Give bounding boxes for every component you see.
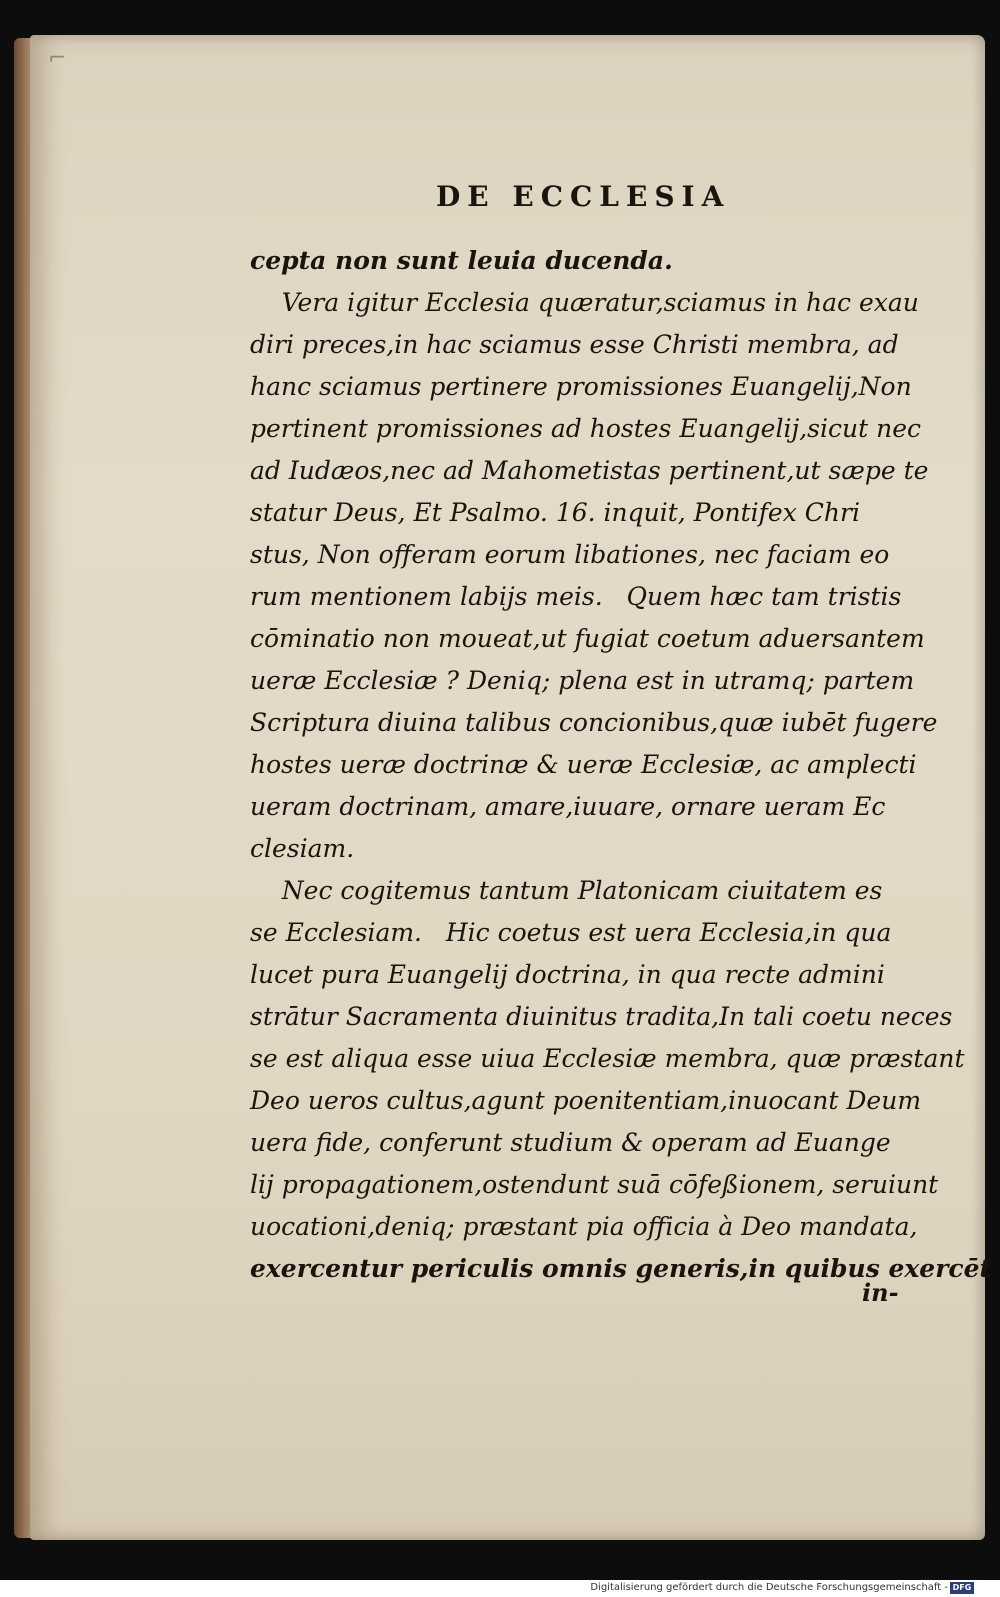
text-line: se Ecclesiam. Hic coetus est uera Ecclesia,in qua	[250, 918, 892, 947]
text-line: cōminatio non moueat,ut fugiat coetum aduersantem	[250, 624, 925, 653]
text-line: lij propagationem,ostendunt suā cōfeßionem, seruiunt	[250, 1170, 939, 1199]
dfg-logo: DFG	[950, 1582, 974, 1594]
text-line: uocationi,deniq; præstant pia officia à Deo mandata,	[250, 1212, 918, 1241]
catchword: in-	[862, 1278, 899, 1307]
body-text	[250, 240, 992, 1290]
text-line: Deo ueros cultus,agunt poenitentiam,inuocant Deum	[250, 1086, 922, 1115]
text-line: hostes ueræ doctrinæ & ueræ Ecclesiæ, ac amplecti	[250, 750, 917, 779]
text-line: cepta non sunt leuia ducenda.	[250, 246, 673, 275]
text-line: Vera igitur Ecclesia quæratur,sciamus in hac exau	[250, 288, 919, 317]
text-line: exercentur periculis omnis generis,in quibus exercēt	[250, 1254, 992, 1283]
page-corner-mark: ⌐	[48, 46, 67, 71]
text-line: stus, Non offeram eorum libationes, nec faciam eo	[250, 540, 890, 569]
text-line: Nec cogitemus tantum Platonicam ciuitatem es	[250, 876, 883, 905]
text-line: Scriptura diuina talibus concionibus,quæ iubēt fugere	[250, 708, 938, 737]
running-head: DE ECCLESIA	[436, 180, 731, 213]
text-line: clesiam.	[250, 834, 355, 863]
text-line: hanc sciamus pertinere promissiones Euangelij,Non	[250, 372, 912, 401]
text-line: rum mentionem labijs meis. Quem hæc tam tristis	[250, 582, 902, 611]
text-line: statur Deus, Et Psalmo. 16. inquit, Pontifex Chri	[250, 498, 860, 527]
text-line: diri preces,in hac sciamus esse Christi membra, ad	[250, 330, 899, 359]
text-line: ueram doctrinam, amare,iuuare, ornare ueram Ec	[250, 792, 886, 821]
funding-credit: Digitalisierung gefördert durch die Deutsche Forschungsgemeinschaft -	[590, 1582, 948, 1593]
text-line: ad Iudæos,nec ad Mahometistas pertinent,ut sæpe te	[250, 456, 929, 485]
text-line: se est aliqua esse uiua Ecclesiæ membra, quæ præstant	[250, 1044, 965, 1073]
text-line: strātur Sacramenta diuinitus tradita,In tali coetu neces	[250, 1002, 953, 1031]
text-line: lucet pura Euangelij doctrina, in qua recte admini	[250, 960, 885, 989]
text-line: ueræ Ecclesiæ ? Deniq; plena est in utramq; partem	[250, 666, 915, 695]
text-line: pertinent promissiones ad hostes Euangelij,sicut nec	[250, 414, 921, 443]
text-line: uera fide, conferunt studium & operam ad Euange	[250, 1128, 891, 1157]
